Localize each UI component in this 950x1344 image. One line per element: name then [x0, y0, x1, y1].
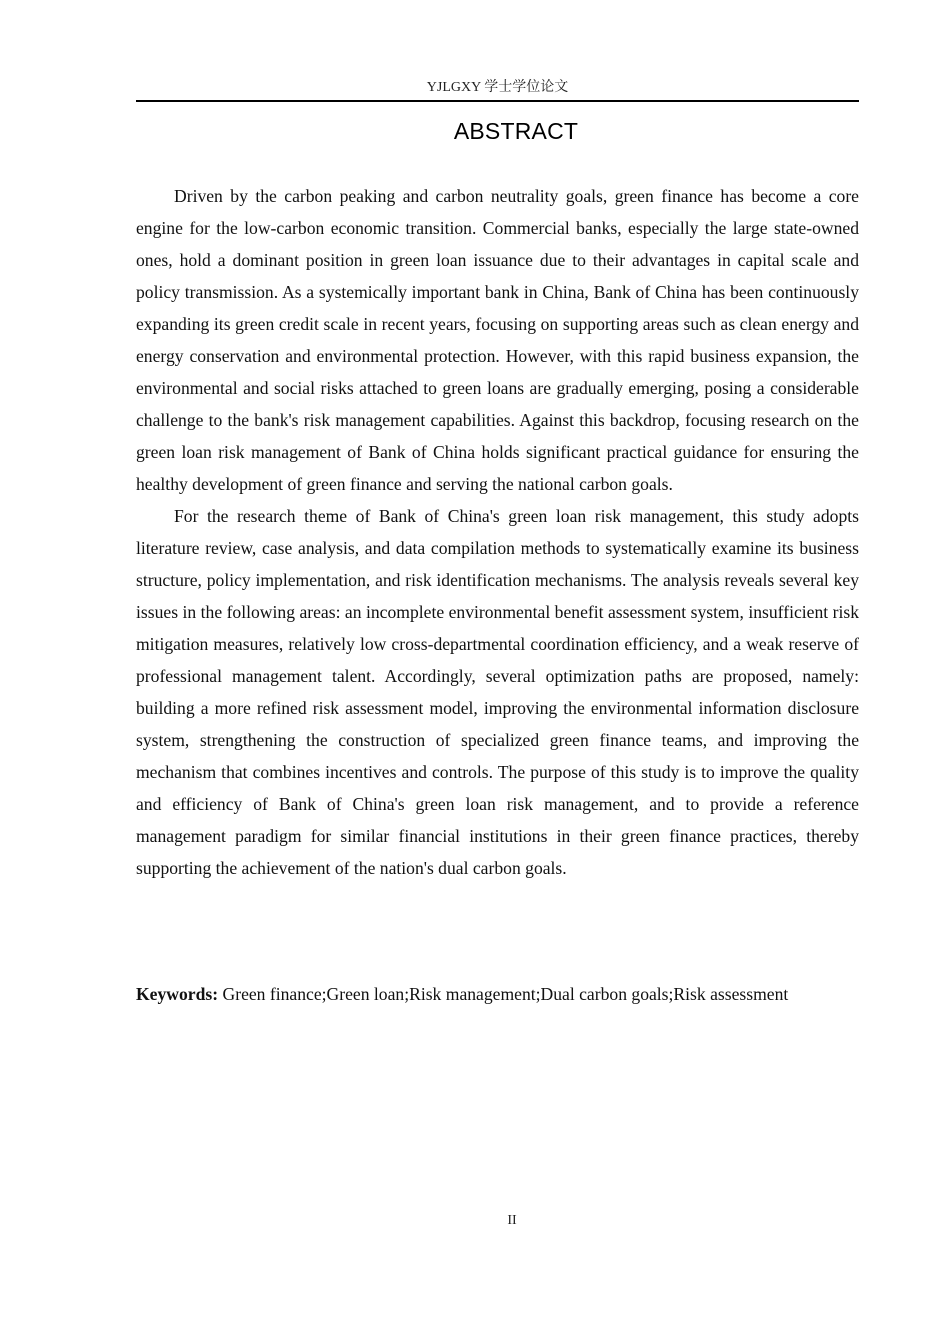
abstract-paragraph-1: Driven by the carbon peaking and carbon neutrality goals, green finance has become a core engine for the low-carbon economic transition. Commercial banks, especially the large state-owned ones, hold a dominant position in green loan issuance due to their advantages in capital scale and policy transmission. As a systemically important bank in China, Bank of China has been continuously expanding its green credit scale in recent years, focusing on supporting areas such as clean energy and energy conservation and environmental protection. However, with this rapid business expansion, the environmental and social risks attached to green loans are gradually emerging, posing a considerable challenge to the bank's risk management capabilities. Against this backdrop, focusing research on the green loan risk management of Bank of China holds significant practical guidance for ensuring the healthy development of green finance and serving the national carbon goals.: [136, 186, 859, 494]
abstract-title: ABSTRACT: [453, 118, 579, 144]
page-number: II: [507, 1213, 517, 1228]
abstract-paragraph-2: For the research theme of Bank of China's green loan risk management, this study adopts literature review, case analysis, and data compilation methods to systematically examine its business structure, policy implementation, and risk identification mechanisms. The analysis reveals several key issues in the following areas: an incomplete environmental benefit assessment system, insufficient risk mitigation measures, relatively low cross-departmental coordination efficiency, and a weak reserve of professional management talent. Accordingly, several optimization paths are proposed, namely: building a more refined risk assessment model, improving the environmental information disclosure system, strengthening the construction of specialized green finance teams, and improving the mechanism that combines incentives and controls. The purpose of this study is to improve the quality and efficiency of Bank of China's green loan risk management, and to provide a reference management paradigm for similar financial institutions in their green finance practices, thereby supporting the achievement of the nation's dual carbon goals.: [136, 506, 859, 878]
keywords-text: Green finance;Green loan;Risk management;Dual carbon goals;Risk assessment: [222, 984, 789, 1004]
running-header: YJLGXY 学士学位论文: [426, 80, 569, 95]
abstract-body: [136, 180, 859, 884]
keywords-label: Keywords:: [136, 984, 219, 1004]
keywords-line: [136, 978, 859, 1010]
header-rule: [136, 100, 859, 102]
